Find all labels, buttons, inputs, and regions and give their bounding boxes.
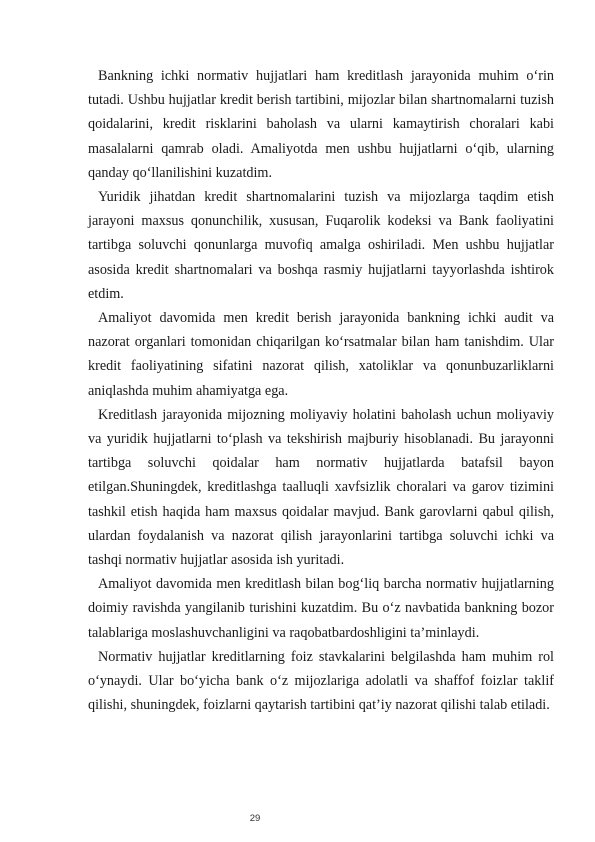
body-text [88,64,554,717]
paragraph-4: Kreditlash jarayonida mijozning moliyaviy holatini baholash uchun moliyaviy va yuridik hujjatlarni to‘plash va tekshirish majburiy hisoblanadi. Bu jarayonni tartibga soluvchi qoidalar ham normativ hujjatlarda batafsil bayon etilgan.Shuningdek, kreditlashga taalluqli xavfsizlik choralari va garov tizimini tashkil etish haqida ham maxsus qoidalar mavjud. Bank garovlarni qabul qilish, ulardan foydalanish va nazorat qilish jarayonlarini tartibga soluvchi ichki va tashqi normativ hujjatlar asosida ish yuritadi. [88,406,554,569]
paragraph-1: Bankning ichki normativ hujjatlari ham kreditlash jarayonida muhim o‘rin tutadi. Ushbu hujjatlar kredit berish tartibini, mijozlar bilan shartnomalarni tuzish qoidalarini, kredit risklarini baholash va ularni kamaytirish choralari kabi masalalarni qamrab oladi. Amaliyotda men ushbu hujjatlarni o‘qib, ularning qanday qo‘llanilishini kuzatdim. [88,68,554,181]
paragraph-6: Normativ hujjatlar kreditlarning foiz stavkalarini belgilashda ham muhim rol o‘ynaydi. Ular bo‘yicha bank o‘z mijozlariga adolatli va shaffof foizlar taklif qilishi, shuningdek, foizlarni qaytarish tartibini qat’iy nazorat qilishi talab etiladi. [88,648,554,714]
page-number: 29 [249,813,261,824]
paragraph-3: Amaliyot davomida men kredit berish jarayonida bankning ichki audit va nazorat organlari tomonidan chiqarilgan ko‘rsatmalar bilan ham tanishdim. Ular kredit faoliyatining sifatini nazorat qilish, xatoliklar va qonunbuzarliklarni aniqlashda muhim ahamiyatga ega. [88,310,554,399]
paragraph-2: Yuridik jihatdan kredit shartnomalarini tuzish va mijozlarga taqdim etish jarayoni maxsus qonunchilik, xususan, Fuqarolik kodeksi va Bank faoliyatini tartibga soluvchi qonunlarga muvofiq amalga oshiriladi. Men ushbu hujjatlar asosida kredit shartnomalari va boshqa rasmiy hujjatlarni tayyorlashda ishtirok etdim. [88,189,554,302]
paragraph-5: Amaliyot davomida men kreditlash bilan bog‘liq barcha normativ hujjatlarning doimiy ravishda yangilanib turishini kuzatdim. Bu o‘z navbatida bankning bozor talablariga moslashuvchanligini va raqobatbardoshligini ta’minlaydi. [88,576,554,641]
